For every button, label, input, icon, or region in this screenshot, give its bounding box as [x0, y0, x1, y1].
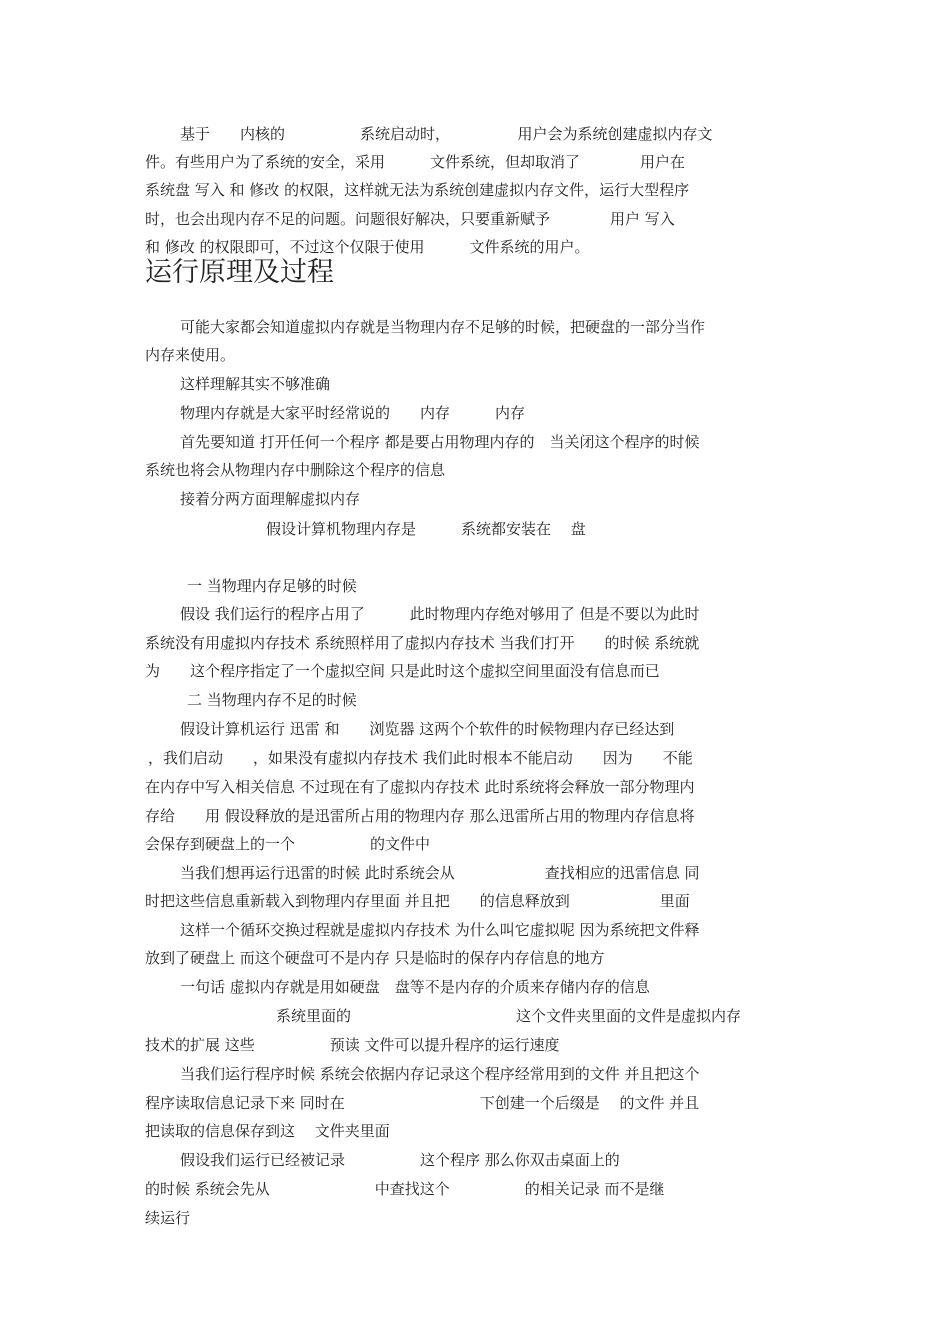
body-line: 假设 我们运行的程序占用了 此时物理内存绝对够用了 但是不要以为此时	[180, 605, 700, 623]
body-line: 一句话 虚拟内存就是用如硬盘 盘等不是内存的介质来存储内存的信息	[180, 978, 650, 996]
body-line: 假设我们运行已经被记录 这个程序 那么你双击桌面上的	[180, 1151, 620, 1169]
subheading-line: 一 当物理内存足够的时候	[187, 577, 357, 595]
body-line: 可能大家都会知道虚拟内存就是当物理内存不足够的时候，把硬盘的一部分当作	[180, 318, 706, 336]
body-line: 假设计算机物理内存是 系统都安装在 盘	[266, 520, 586, 538]
body-line: 物理内存就是大家平时经常说的 内存 内存	[180, 404, 526, 422]
body-line: 系统里面的 这个文件夹里面的文件是虚拟内存	[276, 1007, 742, 1025]
body-line: 首先要知道 打开任何一个程序 都是要占用物理内存的 当关闭这个程序的时候	[180, 433, 700, 451]
body-line: 这样理解其实不够准确	[180, 375, 331, 393]
body-line: 假设计算机运行 迅雷 和 浏览器 这两个个软件的时候物理内存已经达到	[180, 720, 675, 738]
body-line: 当我们运行程序时候 系统会依据内存记录这个程序经常用到的文件 并且把这个	[180, 1065, 700, 1083]
body-line: 系统也将会从物理内存中删除这个程序的信息	[145, 461, 446, 479]
body-line: 内存来使用。	[145, 346, 236, 364]
body-line: 在内存中写入相关信息 不过现在有了虚拟内存技术 此时系统将会释放一部分物理内	[145, 778, 695, 796]
body-line: 接着分两方面理解虚拟内存	[180, 490, 361, 508]
body-line: 程序读取信息记录下来 同时在 下创建一个后缀是 的文件 并且	[145, 1094, 700, 1112]
body-line: 的时候 系统会先从 中查找这个 的相关记录 而不是继	[145, 1180, 665, 1198]
intro-line: 基于 内核的 系统启动时， 用户会为系统创建虚拟内存文	[180, 125, 713, 143]
intro-line: 系统盘 写入 和 修改 的权限，这样就无法为系统创建虚拟内存文件，运行大型程序	[145, 181, 690, 199]
section-heading: 运行原理及过程	[145, 257, 334, 288]
body-line: 为 这个程序指定了一个虚拟空间 只是此时这个虚拟空间里面没有信息而已	[145, 662, 660, 680]
body-line: 把读取的信息保存到这 文件夹里面	[145, 1122, 390, 1140]
body-line: 存给 用 假设释放的是迅雷所占用的物理内存 那么迅雷所占用的物理内存信息将	[145, 807, 695, 825]
body-line: 续运行	[145, 1209, 191, 1227]
body-line: 系统没有用虚拟内存技术 系统照样用了虚拟内存技术 当我们打开 的时候 系统就	[145, 634, 700, 652]
body-line: 技术的扩展 这些 预读 文件可以提升程序的运行速度	[145, 1036, 560, 1054]
body-line: 时把这些信息重新载入到物理内存里面 并且把 的信息释放到 里面	[145, 892, 690, 910]
body-line: 会保存到硬盘上的一个 的文件中	[145, 835, 431, 853]
body-line: 放到了硬盘上 而这个硬盘可不是内存 只是临时的保存内存信息的地方	[145, 949, 605, 967]
intro-line: 和 修改 的权限即可，不过这个仅限于使用 文件系统的用户。	[145, 238, 590, 256]
intro-line: 时，也会出现内存不足的问题。问题很好解决，只要重新赋予 用户 写入	[145, 210, 675, 228]
body-line: ，我们启动 ，如果没有虚拟内存技术 我们此时根本不能启动 因为 不能	[148, 749, 693, 767]
subheading-line: 二 当物理内存不足的时候	[187, 691, 357, 709]
intro-line: 件。有些用户为了系统的安全，采用 文件系统，但却取消了 用户在	[145, 153, 686, 171]
body-line: 这样一个循环交换过程就是虚拟内存技术 为什么叫它虚拟呢 因为系统把文件释	[180, 921, 700, 939]
body-line: 当我们想再运行迅雷的时候 此时系统会从 查找相应的迅雷信息 同	[180, 864, 700, 882]
